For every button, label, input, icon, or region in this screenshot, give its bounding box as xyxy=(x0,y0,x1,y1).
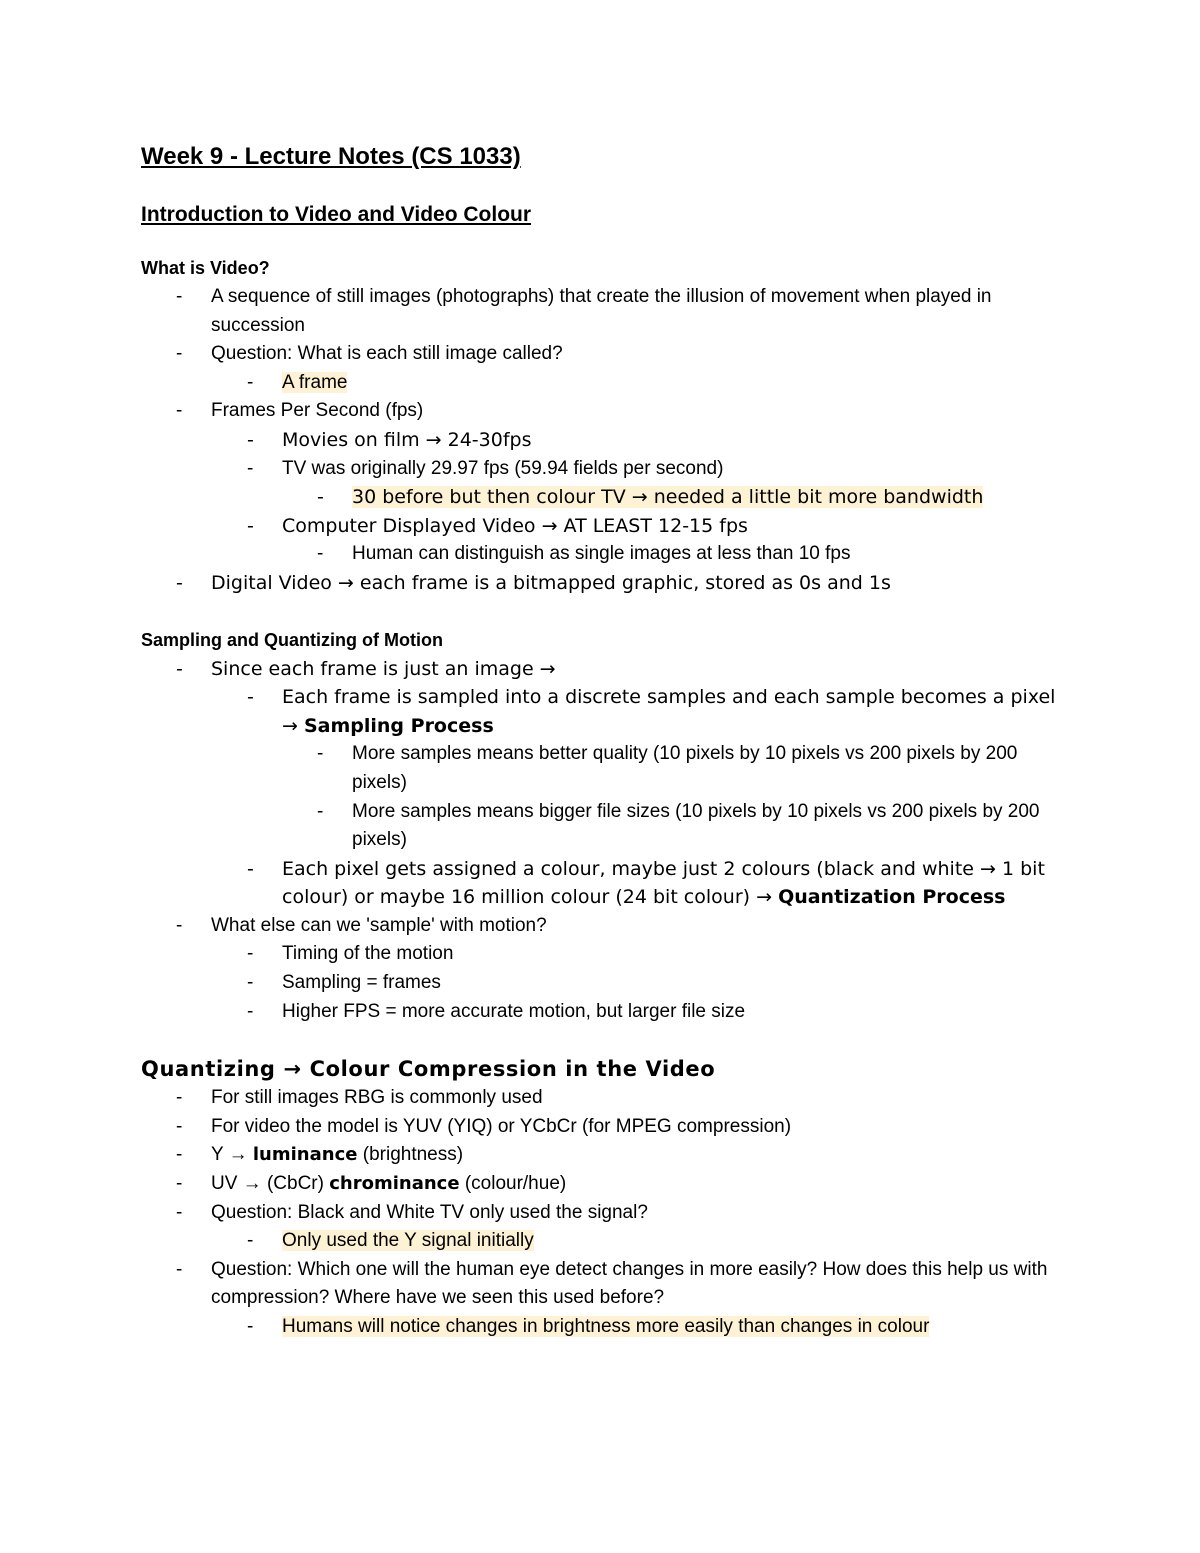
section-heading-quantizing: Quantizing → Colour Compression in the Video xyxy=(141,1057,716,1082)
highlighted-text: Humans will notice changes in brightness more easily than changes in colour xyxy=(282,1316,930,1337)
list-item: - For still images RBG is commonly used xyxy=(141,1084,1061,1113)
list-item: - Digital Video → each frame is a bitmapped graphic, stored as 0s and 1s xyxy=(141,569,1061,598)
list-item: - Y → luminance (brightness) xyxy=(141,1141,1061,1170)
list-item: - Sampling = frames xyxy=(141,969,1061,998)
highlighted-text: 30 before but then colour TV → needed a little bit more bandwidth xyxy=(352,486,984,509)
list-item xyxy=(141,1313,1061,1342)
quantizing-list xyxy=(141,1084,1061,1341)
list-item: - Since each frame is just an image → xyxy=(141,655,1061,684)
list-item xyxy=(141,369,1061,398)
list-item: - For video the model is YUV (YIQ) or YCbCr (for MPEG compression) xyxy=(141,1113,1061,1142)
list-item: - TV was originally 29.97 fps (59.94 fields per second) xyxy=(141,455,1061,484)
bold-term: chrominance xyxy=(329,1173,460,1195)
list-item: - Question: What is each still image called? xyxy=(141,340,1061,369)
list-item: - Movies on film → 24-30fps xyxy=(141,426,1061,455)
page-subtitle: Introduction to Video and Video Colour xyxy=(141,203,532,226)
bold-term: Sampling Process xyxy=(303,714,494,737)
bold-term: Quantization Process xyxy=(778,886,1006,909)
list-item: - Computer Displayed Video → AT LEAST 12-15 fps xyxy=(141,512,1061,541)
bold-term: luminance xyxy=(252,1144,358,1166)
list-item: - Question: Black and White TV only used the signal? xyxy=(141,1199,1061,1228)
list-item: - Higher FPS = more accurate motion, but larger file size xyxy=(141,998,1061,1027)
section-heading-sampling: Sampling and Quantizing of Motion xyxy=(141,629,443,650)
list-item: - More samples means bigger file sizes (10 pixels by 10 pixels vs 200 pixels by 200 pixels) xyxy=(141,798,1061,855)
list-item: - Timing of the motion xyxy=(141,940,1061,969)
highlighted-text: A frame xyxy=(282,371,348,393)
list-item: - Each pixel gets assigned a colour, maybe just 2 colours (black and white → 1 bit colour) or maybe 16 million colour (24 bit colour) → Quantization Process xyxy=(141,855,1061,912)
list-item xyxy=(141,483,1061,512)
list-item: - Frames Per Second (fps) xyxy=(141,397,1061,426)
document-content xyxy=(141,140,1061,1342)
sampling-list xyxy=(141,655,1061,1027)
list-item xyxy=(141,1227,1061,1256)
list-item: - Question: Which one will the human eye detect changes in more easily? How does this help us with compression? Where have we seen this used before? xyxy=(141,1256,1061,1313)
list-item: - More samples means better quality (10 pixels by 10 pixels vs 200 pixels by 200 pixels) xyxy=(141,740,1061,797)
list-item: - Each frame is sampled into a discrete samples and each sample becomes a pixel → Sampling Process xyxy=(141,683,1061,740)
list-item: - A sequence of still images (photographs) that create the illusion of movement when played in succession xyxy=(141,283,1061,340)
list-item: - UV → (CbCr) chrominance (colour/hue) xyxy=(141,1170,1061,1199)
section-heading-video: What is Video? xyxy=(141,258,270,278)
highlighted-text: Only used the Y signal initially xyxy=(282,1230,534,1252)
page-title: Week 9 - Lecture Notes (CS 1033) xyxy=(141,143,521,170)
list-item: - Human can distinguish as single images at less than 10 fps xyxy=(141,540,1061,569)
video-list xyxy=(141,283,1061,598)
list-item: - What else can we 'sample' with motion? xyxy=(141,912,1061,941)
